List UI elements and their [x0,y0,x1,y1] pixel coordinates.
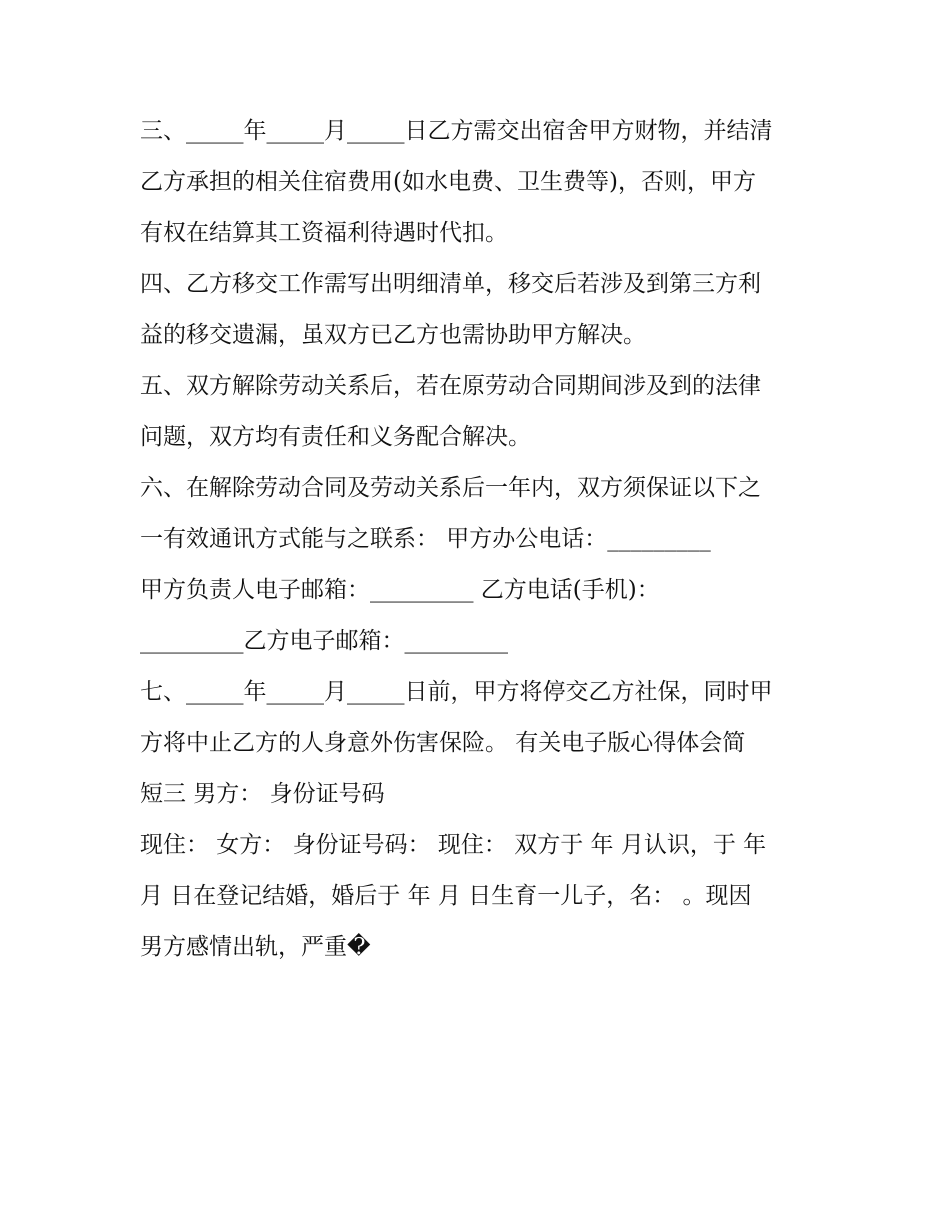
text-line: 五、双方解除劳动关系后，若在原劳动合同期间涉及到的法律 [140,373,761,399]
text-line: 乙方承担的相关住宿费用(如水电费、卫生费等)，否则，甲方 [140,169,756,195]
text-line: 一有效通讯方式能与之联系： 甲方办公电话：_________ [140,526,711,552]
text-line: 有权在结算其工资福利待遇时代扣。 [140,220,508,246]
text-line: 现住： 女方： 身份证号码： 现住： 双方于 年 月认识，于 年 [140,832,767,858]
text-line: 问题，双方均有责任和义务配合解决。 [140,424,531,450]
text-line: 六、在解除劳动合同及劳动关系后一年内，双方须保证以下之 [140,475,761,501]
text-line: _________乙方电子邮箱：_________ [140,628,508,654]
text-line: 短三 男方： 身份证号码 [140,781,385,807]
text-line: 七、_____年_____月_____日前，甲方将停交乙方社保，同时甲 [140,679,773,705]
document-body [140,106,820,973]
text-line: 月 日在登记结婚，婚后于 年 月 日生育一儿子，名： 。现因 [140,883,752,909]
text-line: 方将中止乙方的人身意外伤害保险。 有关电子版心得体会简 [140,730,746,756]
text-line: 三、_____年_____月_____日乙方需交出宿舍甲方财物，并结清 [140,118,773,144]
text-line: 四、乙方移交工作需写出明细清单，移交后若涉及到第三方利 [140,271,761,297]
text-line: 男方感情出轨，严重� [140,934,371,960]
text-line: 益的移交遗漏，虽双方已乙方也需协助甲方解决。 [140,322,646,348]
text-line: 甲方负责人电子邮箱：_________ 乙方电话(手机)： [140,577,660,603]
